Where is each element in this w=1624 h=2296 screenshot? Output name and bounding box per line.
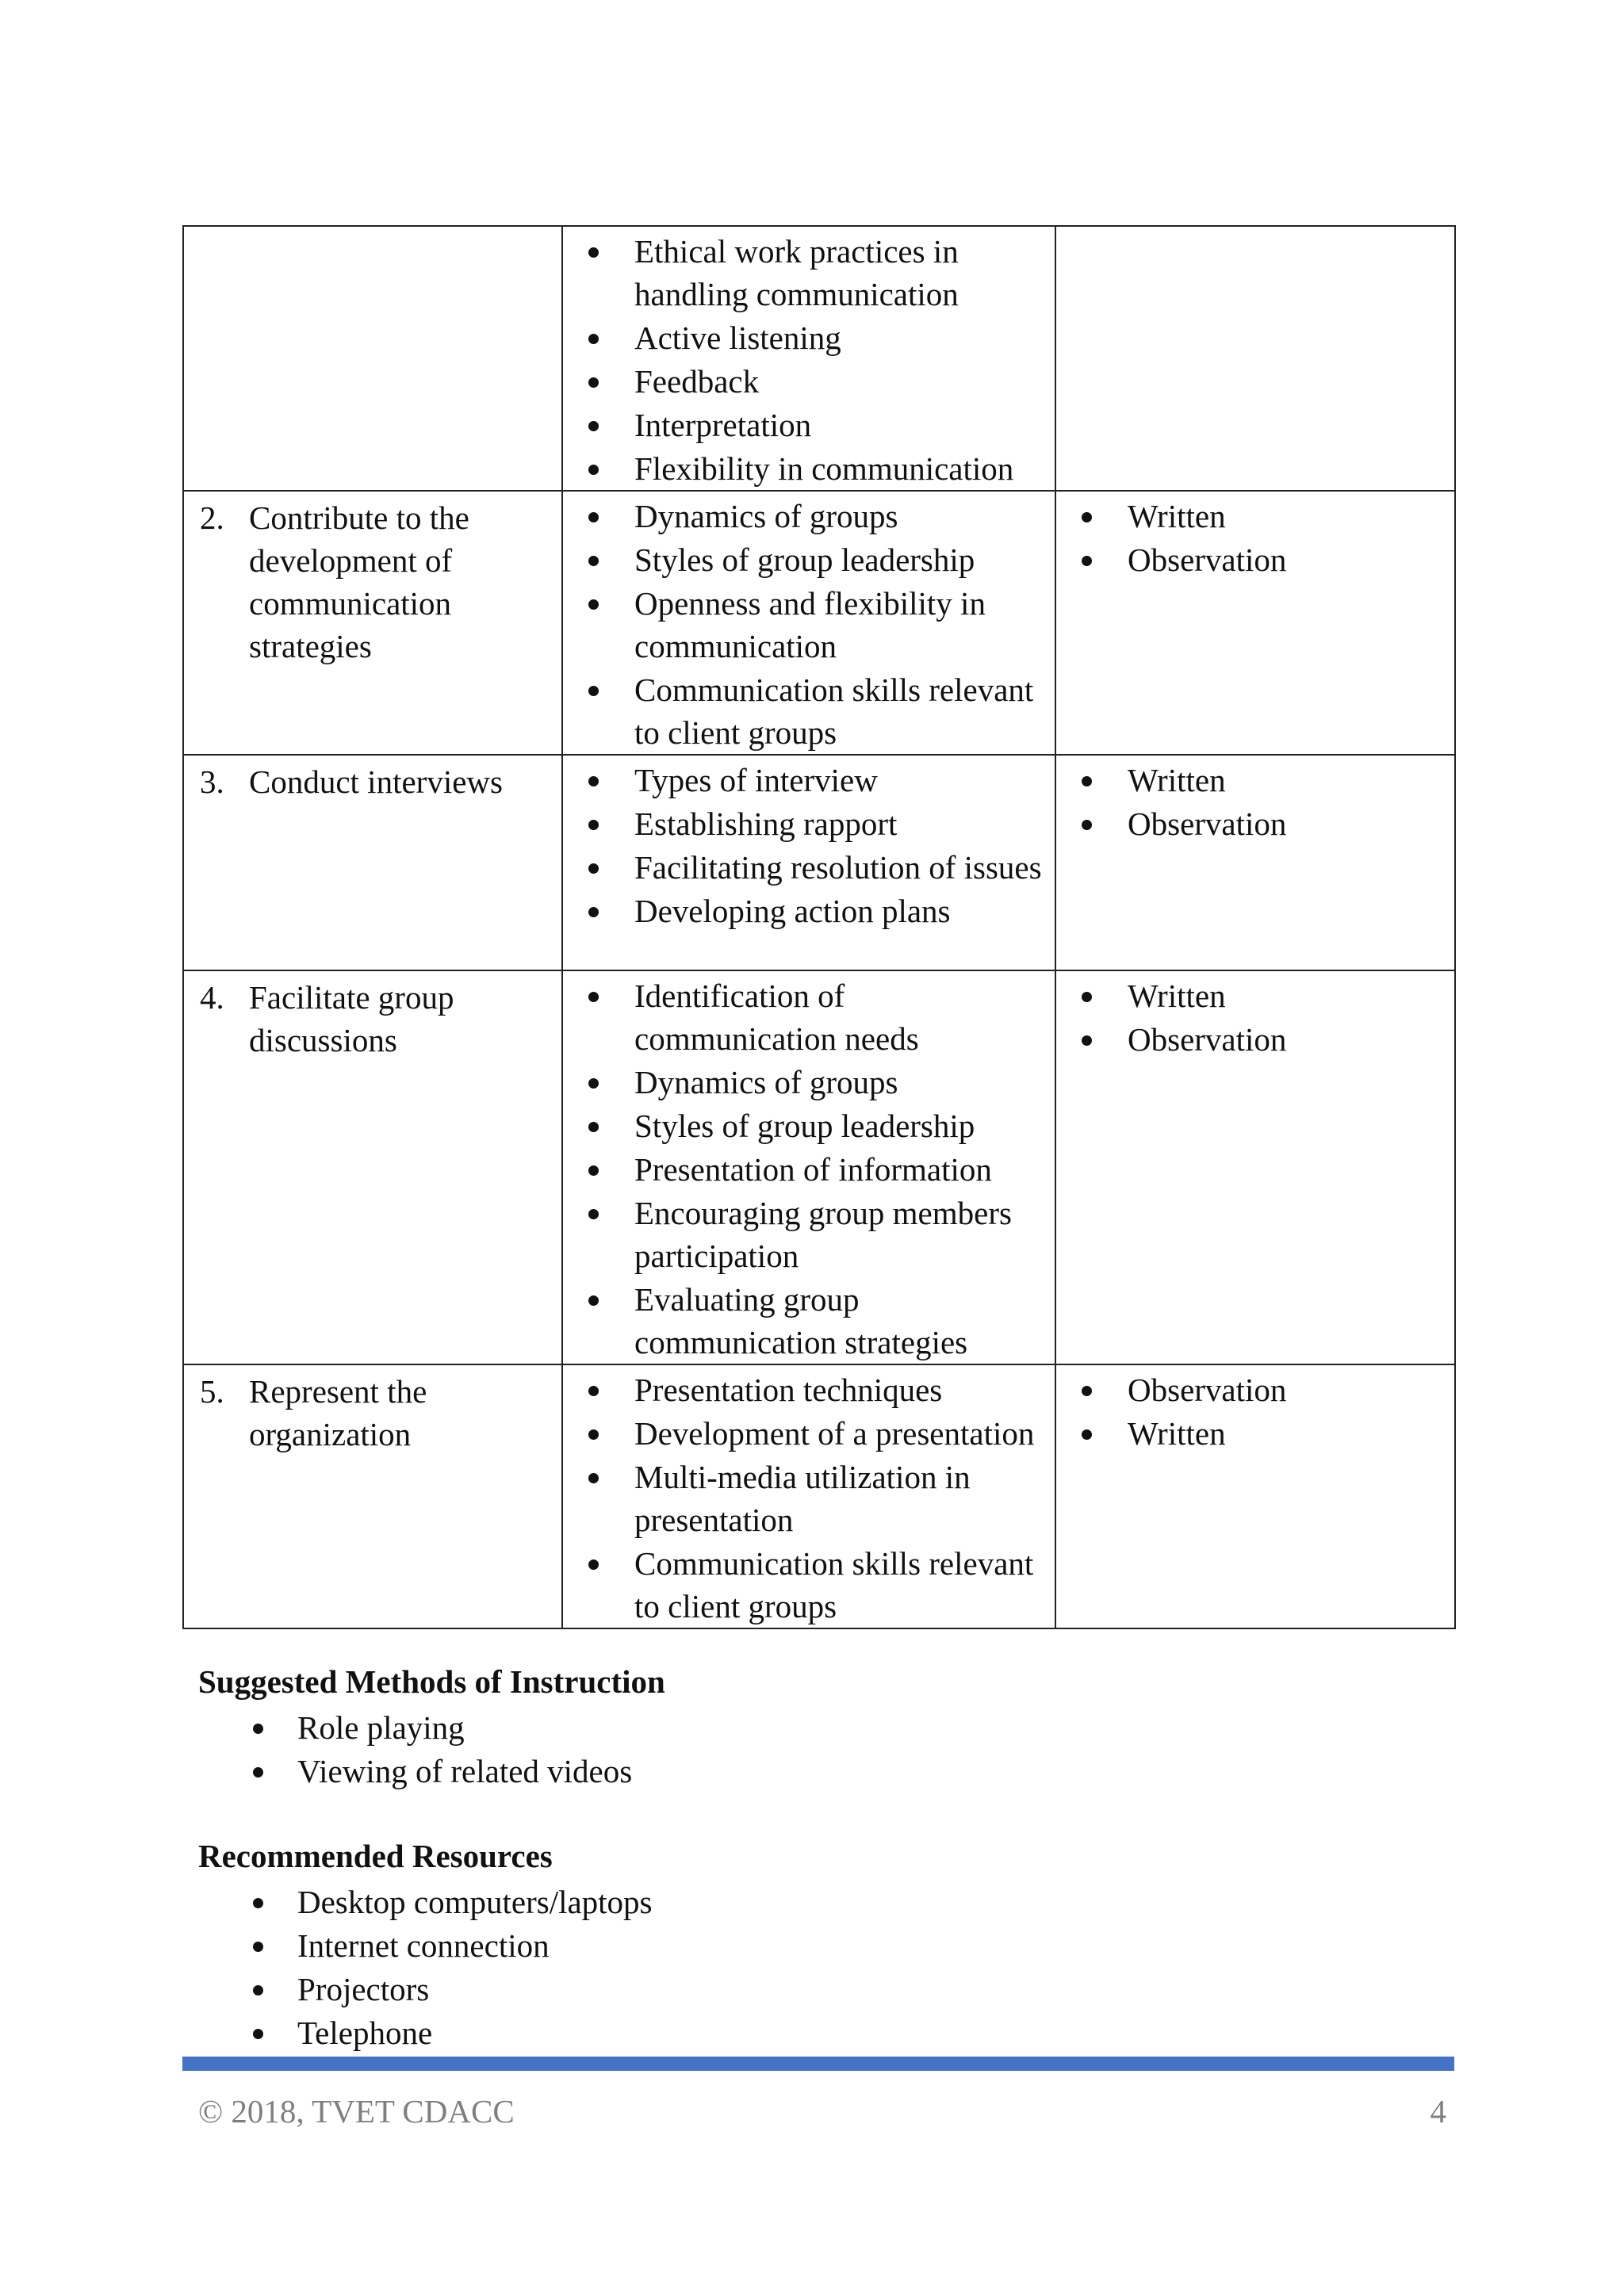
content-item bbox=[563, 316, 1047, 359]
content-item-text: Evaluating group communication strategies bbox=[634, 1281, 968, 1360]
assessment-item bbox=[1056, 1018, 1446, 1061]
assessment-list bbox=[1056, 492, 1454, 581]
content-item-text: Active listening bbox=[634, 320, 841, 356]
bullet-icon bbox=[588, 992, 599, 1002]
table-row bbox=[183, 755, 1455, 970]
bullet-icon bbox=[588, 1429, 599, 1440]
resource-item-text: Desktop computers/laptops bbox=[297, 1884, 653, 1920]
resources-heading: Recommended Resources bbox=[198, 1838, 553, 1874]
assessment-item-text: Observation bbox=[1128, 541, 1287, 578]
bullet-icon bbox=[588, 377, 599, 388]
bullet-icon bbox=[1082, 820, 1092, 830]
content-item-text: Interpretation bbox=[634, 407, 812, 443]
content-item bbox=[563, 846, 1047, 889]
content-list bbox=[563, 492, 1055, 754]
outcome-number: 3. bbox=[200, 763, 224, 800]
content-item bbox=[563, 759, 1047, 802]
content-item-text: Dynamics of groups bbox=[634, 498, 898, 534]
content-item-text: Ethical work practices in handling communication bbox=[634, 233, 959, 312]
bullet-icon bbox=[588, 1559, 599, 1570]
outcome-text: Facilitate group discussions bbox=[249, 979, 454, 1058]
content-item-text: Types of interview bbox=[634, 762, 878, 798]
content-item bbox=[563, 1456, 1047, 1541]
content-item bbox=[563, 582, 1047, 668]
content-list bbox=[563, 971, 1055, 1364]
bullet-icon bbox=[588, 599, 599, 610]
bullet-icon bbox=[588, 1209, 599, 1219]
content-item-text: Identification of communication needs bbox=[634, 978, 919, 1057]
content-item bbox=[563, 1104, 1047, 1147]
content-item bbox=[563, 447, 1047, 490]
content-item-text: Flexibility in communication bbox=[634, 450, 1014, 487]
learning-outcome bbox=[184, 1365, 561, 1456]
assessment-cell bbox=[1055, 226, 1455, 491]
content-item bbox=[563, 495, 1047, 538]
content-item-text: Developing action plans bbox=[634, 893, 951, 929]
content-cell bbox=[562, 970, 1055, 1364]
learning-outcome-cell bbox=[183, 491, 562, 755]
learning-outcome bbox=[184, 756, 561, 803]
content-list bbox=[563, 227, 1055, 490]
footer-copyright: © 2018, TVET CDACC bbox=[198, 2093, 515, 2130]
assessment-item-text: Observation bbox=[1128, 1372, 1287, 1408]
content-item-text: Establishing rapport bbox=[634, 806, 898, 842]
bullet-icon bbox=[588, 686, 599, 696]
bullet-icon bbox=[588, 1473, 599, 1483]
assessment-cell bbox=[1055, 755, 1455, 970]
outcome-text: Contribute to the development of communication strategies bbox=[249, 499, 469, 664]
learning-outcome bbox=[184, 971, 561, 1062]
bullet-icon bbox=[1082, 556, 1092, 566]
bullet-icon bbox=[253, 1767, 263, 1777]
bullet-icon bbox=[588, 1295, 599, 1306]
bullet-icon bbox=[588, 334, 599, 344]
instruction-item-text: Viewing of related videos bbox=[297, 1753, 633, 1789]
bullet-icon bbox=[588, 421, 599, 431]
bullet-icon bbox=[1082, 512, 1092, 522]
bullet-icon bbox=[253, 2029, 263, 2039]
learning-outcome bbox=[184, 492, 561, 668]
assessment-list bbox=[1056, 756, 1454, 845]
content-item bbox=[563, 404, 1047, 446]
assessment-item bbox=[1056, 802, 1446, 845]
assessment-item bbox=[1056, 974, 1446, 1017]
assessment-item-text: Written bbox=[1128, 1415, 1226, 1452]
content-cell bbox=[562, 755, 1055, 970]
learning-outcome-cell bbox=[183, 1364, 562, 1628]
bullet-icon bbox=[1082, 1386, 1092, 1396]
content-item-text: Development of a presentation bbox=[634, 1415, 1035, 1452]
assessment-cell bbox=[1055, 970, 1455, 1364]
content-item bbox=[563, 1192, 1047, 1277]
learning-outcome-cell bbox=[183, 226, 562, 491]
outcome-number: 5. bbox=[200, 1373, 224, 1410]
assessment-list bbox=[1056, 1365, 1454, 1455]
resource-item-text: Projectors bbox=[297, 1971, 430, 2007]
content-list bbox=[563, 756, 1055, 932]
content-item-text: Styles of group leadership bbox=[634, 1108, 975, 1144]
resources-list bbox=[198, 1881, 653, 2055]
outcome-text: Conduct interviews bbox=[249, 763, 503, 800]
content-item bbox=[563, 890, 1047, 932]
resource-item bbox=[198, 1881, 653, 1924]
content-item bbox=[563, 360, 1047, 403]
assessment-item-text: Observation bbox=[1128, 806, 1287, 842]
bullet-icon bbox=[588, 465, 599, 475]
content-item bbox=[563, 230, 1047, 316]
resource-item bbox=[198, 2011, 653, 2055]
bullet-icon bbox=[1082, 1035, 1092, 1046]
content-item-text: Communication skills relevant to client groups bbox=[634, 1545, 1034, 1624]
content-item bbox=[563, 1278, 1047, 1364]
learning-outcomes-table bbox=[182, 225, 1456, 1629]
content-item bbox=[563, 974, 1047, 1060]
instruction-item-text: Role playing bbox=[297, 1709, 465, 1746]
content-item-text: Feedback bbox=[634, 363, 760, 400]
resource-item bbox=[198, 1924, 653, 1968]
resource-item-text: Internet connection bbox=[297, 1927, 550, 1964]
bullet-icon bbox=[253, 1985, 263, 1996]
table-row bbox=[183, 970, 1455, 1364]
assessment-item-text: Written bbox=[1128, 762, 1226, 798]
learning-outcome-cell bbox=[183, 970, 562, 1364]
table-row bbox=[183, 226, 1455, 491]
content-item bbox=[563, 1542, 1047, 1628]
assessment-item-text: Observation bbox=[1128, 1021, 1287, 1058]
content-item bbox=[563, 1412, 1047, 1455]
footer-bar bbox=[182, 2057, 1454, 2071]
content-item bbox=[563, 538, 1047, 581]
assessment-item bbox=[1056, 538, 1446, 581]
assessment-list bbox=[1056, 971, 1454, 1061]
learning-outcome-cell bbox=[183, 755, 562, 970]
footer-page-number: 4 bbox=[1430, 2093, 1446, 2130]
content-item bbox=[563, 1148, 1047, 1191]
bullet-icon bbox=[588, 1122, 599, 1132]
content-item-text: Facilitating resolution of issues bbox=[634, 849, 1042, 886]
content-item-text: Openness and flexibility in communication bbox=[634, 585, 986, 664]
bullet-icon bbox=[253, 1724, 263, 1734]
content-cell bbox=[562, 226, 1055, 491]
bullet-icon bbox=[588, 1165, 599, 1176]
content-item-text: Multi-media utilization in presentation bbox=[634, 1459, 971, 1538]
content-cell bbox=[562, 1364, 1055, 1628]
assessment-list bbox=[1056, 227, 1454, 230]
instruction-heading: Suggested Methods of Instruction bbox=[198, 1663, 665, 1700]
table-row bbox=[183, 1364, 1455, 1628]
bullet-icon bbox=[253, 1942, 263, 1952]
content-item-text: Communication skills relevant to client groups bbox=[634, 672, 1034, 751]
content-item bbox=[563, 1061, 1047, 1104]
outcome-number: 4. bbox=[200, 979, 224, 1016]
bullet-icon bbox=[588, 1386, 599, 1396]
bullet-icon bbox=[1082, 776, 1092, 786]
content-item-text: Presentation of information bbox=[634, 1151, 992, 1188]
content-item-text: Presentation techniques bbox=[634, 1372, 943, 1408]
outcome-text: Represent the organization bbox=[249, 1373, 427, 1452]
assessment-item-text: Written bbox=[1128, 978, 1226, 1014]
table-body bbox=[183, 226, 1455, 1628]
outcome-number: 2. bbox=[200, 499, 224, 536]
bullet-icon bbox=[1082, 992, 1092, 1002]
assessment-cell bbox=[1055, 1364, 1455, 1628]
content-item-text: Encouraging group members participation bbox=[634, 1195, 1012, 1274]
resource-item bbox=[198, 1968, 653, 2011]
assessment-item bbox=[1056, 495, 1446, 538]
table-row bbox=[183, 491, 1455, 755]
bullet-icon bbox=[588, 512, 599, 522]
instruction-list bbox=[198, 1706, 632, 1793]
bullet-icon bbox=[588, 863, 599, 874]
assessment-item bbox=[1056, 1368, 1446, 1411]
bullet-icon bbox=[588, 820, 599, 830]
instruction-item bbox=[198, 1750, 632, 1793]
content-list bbox=[563, 1365, 1055, 1628]
bullet-icon bbox=[588, 556, 599, 566]
bullet-icon bbox=[588, 776, 599, 786]
content-item-text: Styles of group leadership bbox=[634, 541, 975, 578]
bullet-icon bbox=[588, 907, 599, 917]
assessment-cell bbox=[1055, 491, 1455, 755]
assessment-item bbox=[1056, 1412, 1446, 1455]
assessment-item bbox=[1056, 759, 1446, 802]
bullet-icon bbox=[588, 1078, 599, 1089]
content-item bbox=[563, 802, 1047, 845]
content-item-text: Dynamics of groups bbox=[634, 1064, 898, 1100]
bullet-icon bbox=[588, 247, 599, 258]
bullet-icon bbox=[253, 1898, 263, 1908]
content-item bbox=[563, 1368, 1047, 1411]
bullet-icon bbox=[1082, 1429, 1092, 1440]
content-item bbox=[563, 668, 1047, 754]
instruction-item bbox=[198, 1706, 632, 1750]
content-cell bbox=[562, 491, 1055, 755]
resource-item-text: Telephone bbox=[297, 2015, 433, 2051]
assessment-item-text: Written bbox=[1128, 498, 1226, 534]
